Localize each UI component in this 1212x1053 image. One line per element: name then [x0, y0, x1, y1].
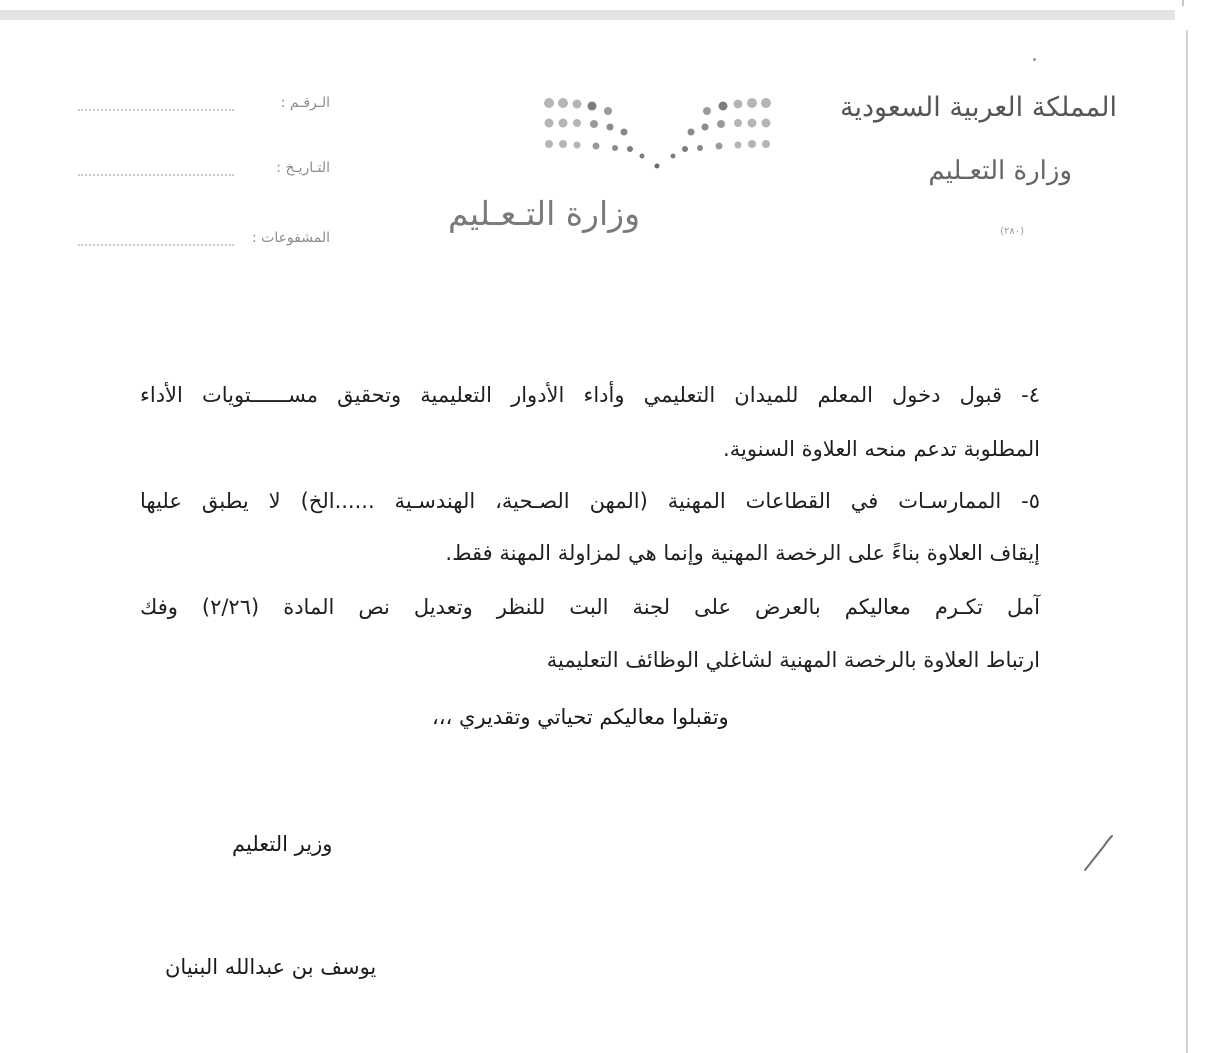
- reference-code: (٢٨٠): [1000, 226, 1024, 237]
- request-line2: ارتباط العلاوة بالرخصة المهنية لشاغلي الوظائف التعليمية: [546, 648, 1040, 672]
- ministry-title: وزارة التعـليم: [928, 156, 1072, 186]
- item5-line1: ٥- الممارسـات في القطاعات المهنية (المهن الصـحية، الهندسـية ......الخ) لا يطبق عليها: [140, 489, 1040, 513]
- kingdom-title: المملكة العربية السعودية: [839, 92, 1117, 123]
- attachments-dotted-line: [78, 244, 234, 246]
- ministry-logo-icon: [540, 94, 775, 176]
- signatory-title: وزير التعليم: [232, 832, 333, 856]
- attachments-label: المشفوعات :: [251, 230, 330, 246]
- date-dotted-line: [78, 174, 234, 176]
- number-dotted-line: [78, 109, 234, 111]
- date-field: [78, 160, 330, 184]
- logo-wordmark: وزارة التـعـليم: [447, 194, 641, 233]
- request-line1: آمل تكـرم معاليكم بالعرض على لجنة البت للنظر وتعديل نص المادة (٢/٢٦) وفك: [140, 595, 1040, 619]
- signatory-name: يوسف بن عبدالله البنيان: [165, 955, 377, 979]
- scan-right-border: [1186, 30, 1188, 1053]
- scan-top-tick: [1182, 0, 1184, 6]
- date-label: التـاريـخ :: [276, 160, 330, 176]
- number-label: الـرقـم :: [280, 95, 330, 111]
- item4-line1: ٤- قبول دخول المعلم للميدان التعليمي وأداء الأدوار التعليمية وتحقيق مســــــتويات الأداء: [140, 383, 1040, 407]
- item4-line2: المطلوبة تدعم منحه العلاوة السنوية.: [723, 437, 1040, 461]
- number-field: [78, 95, 330, 119]
- scan-top-border: [0, 10, 1175, 20]
- margin-pen-mark-icon: [1080, 832, 1116, 874]
- closing-line: وتقبلوا معاليكم تحياتي وتقديري ،،،: [432, 705, 729, 729]
- scan-speck: [1033, 58, 1036, 61]
- item5-line2: إيقاف العلاوة بناءً على الرخصة المهنية وإنما هي لمزاولة المهنة فقط.: [445, 541, 1040, 565]
- attachments-field: [78, 230, 330, 254]
